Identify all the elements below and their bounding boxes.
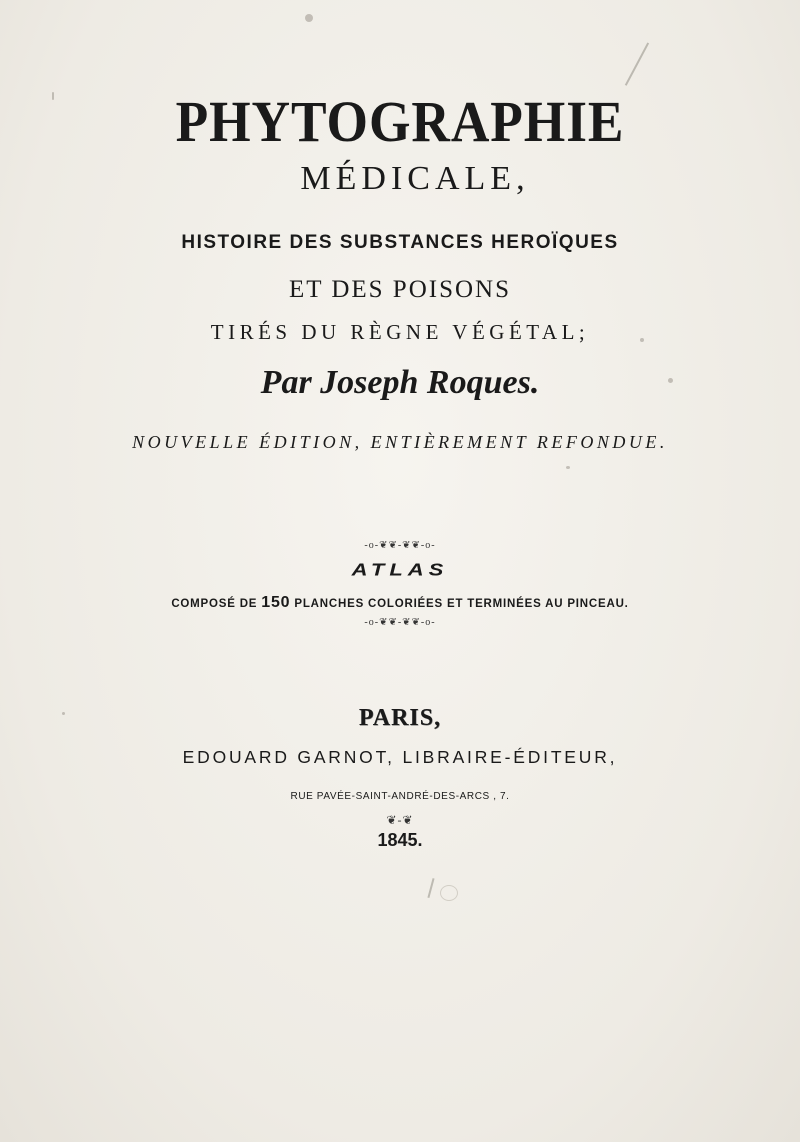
planches-count: 150 (261, 594, 291, 611)
book-subtitle: MÉDICALE, (300, 160, 530, 197)
planches-prefix: COMPOSÉ DE (171, 598, 258, 610)
ornament-rule-top: -o-❦❦-❦❦-o- (364, 540, 436, 551)
imprint-publisher: EDOUARD GARNOT, LIBRAIRE-ÉDITEUR, (182, 747, 618, 767)
ornament-small: ❦-❦ (386, 813, 414, 827)
atlas-heading: ATLAS (351, 559, 449, 580)
imprint-address: RUE PAVÉE-SAINT-ANDRÉ-DES-ARCS , 7. (290, 791, 510, 802)
pencil-mark (440, 885, 458, 901)
planches-line (0, 594, 800, 612)
ornament-rule-bottom: -o-❦❦-❦❦-o- (364, 617, 436, 628)
imprint-year: 1845. (377, 830, 423, 850)
book-title: PHYTOGRAPHIE (175, 89, 625, 154)
ink-speck (305, 14, 313, 22)
history-line: HISTOIRE DES SUBSTANCES HEROÏQUES (181, 232, 619, 253)
poisons-line: ET DES POISONS (288, 276, 512, 303)
imprint-city: PARIS, (358, 705, 442, 731)
pencil-mark (427, 878, 434, 898)
ink-speck (566, 466, 570, 469)
planches-suffix: PLANCHES COLORIÉES ET TERMINÉES AU PINCEAU. (294, 598, 629, 610)
pencil-mark (625, 42, 649, 85)
edition-line: NOUVELLE ÉDITION, ENTIÈREMENT REFONDUE. (132, 432, 668, 452)
regne-line: TIRÉS DU RÈGNE VÉGÉTAL; (210, 320, 590, 344)
author-line: Par Joseph Roques. (260, 364, 540, 401)
